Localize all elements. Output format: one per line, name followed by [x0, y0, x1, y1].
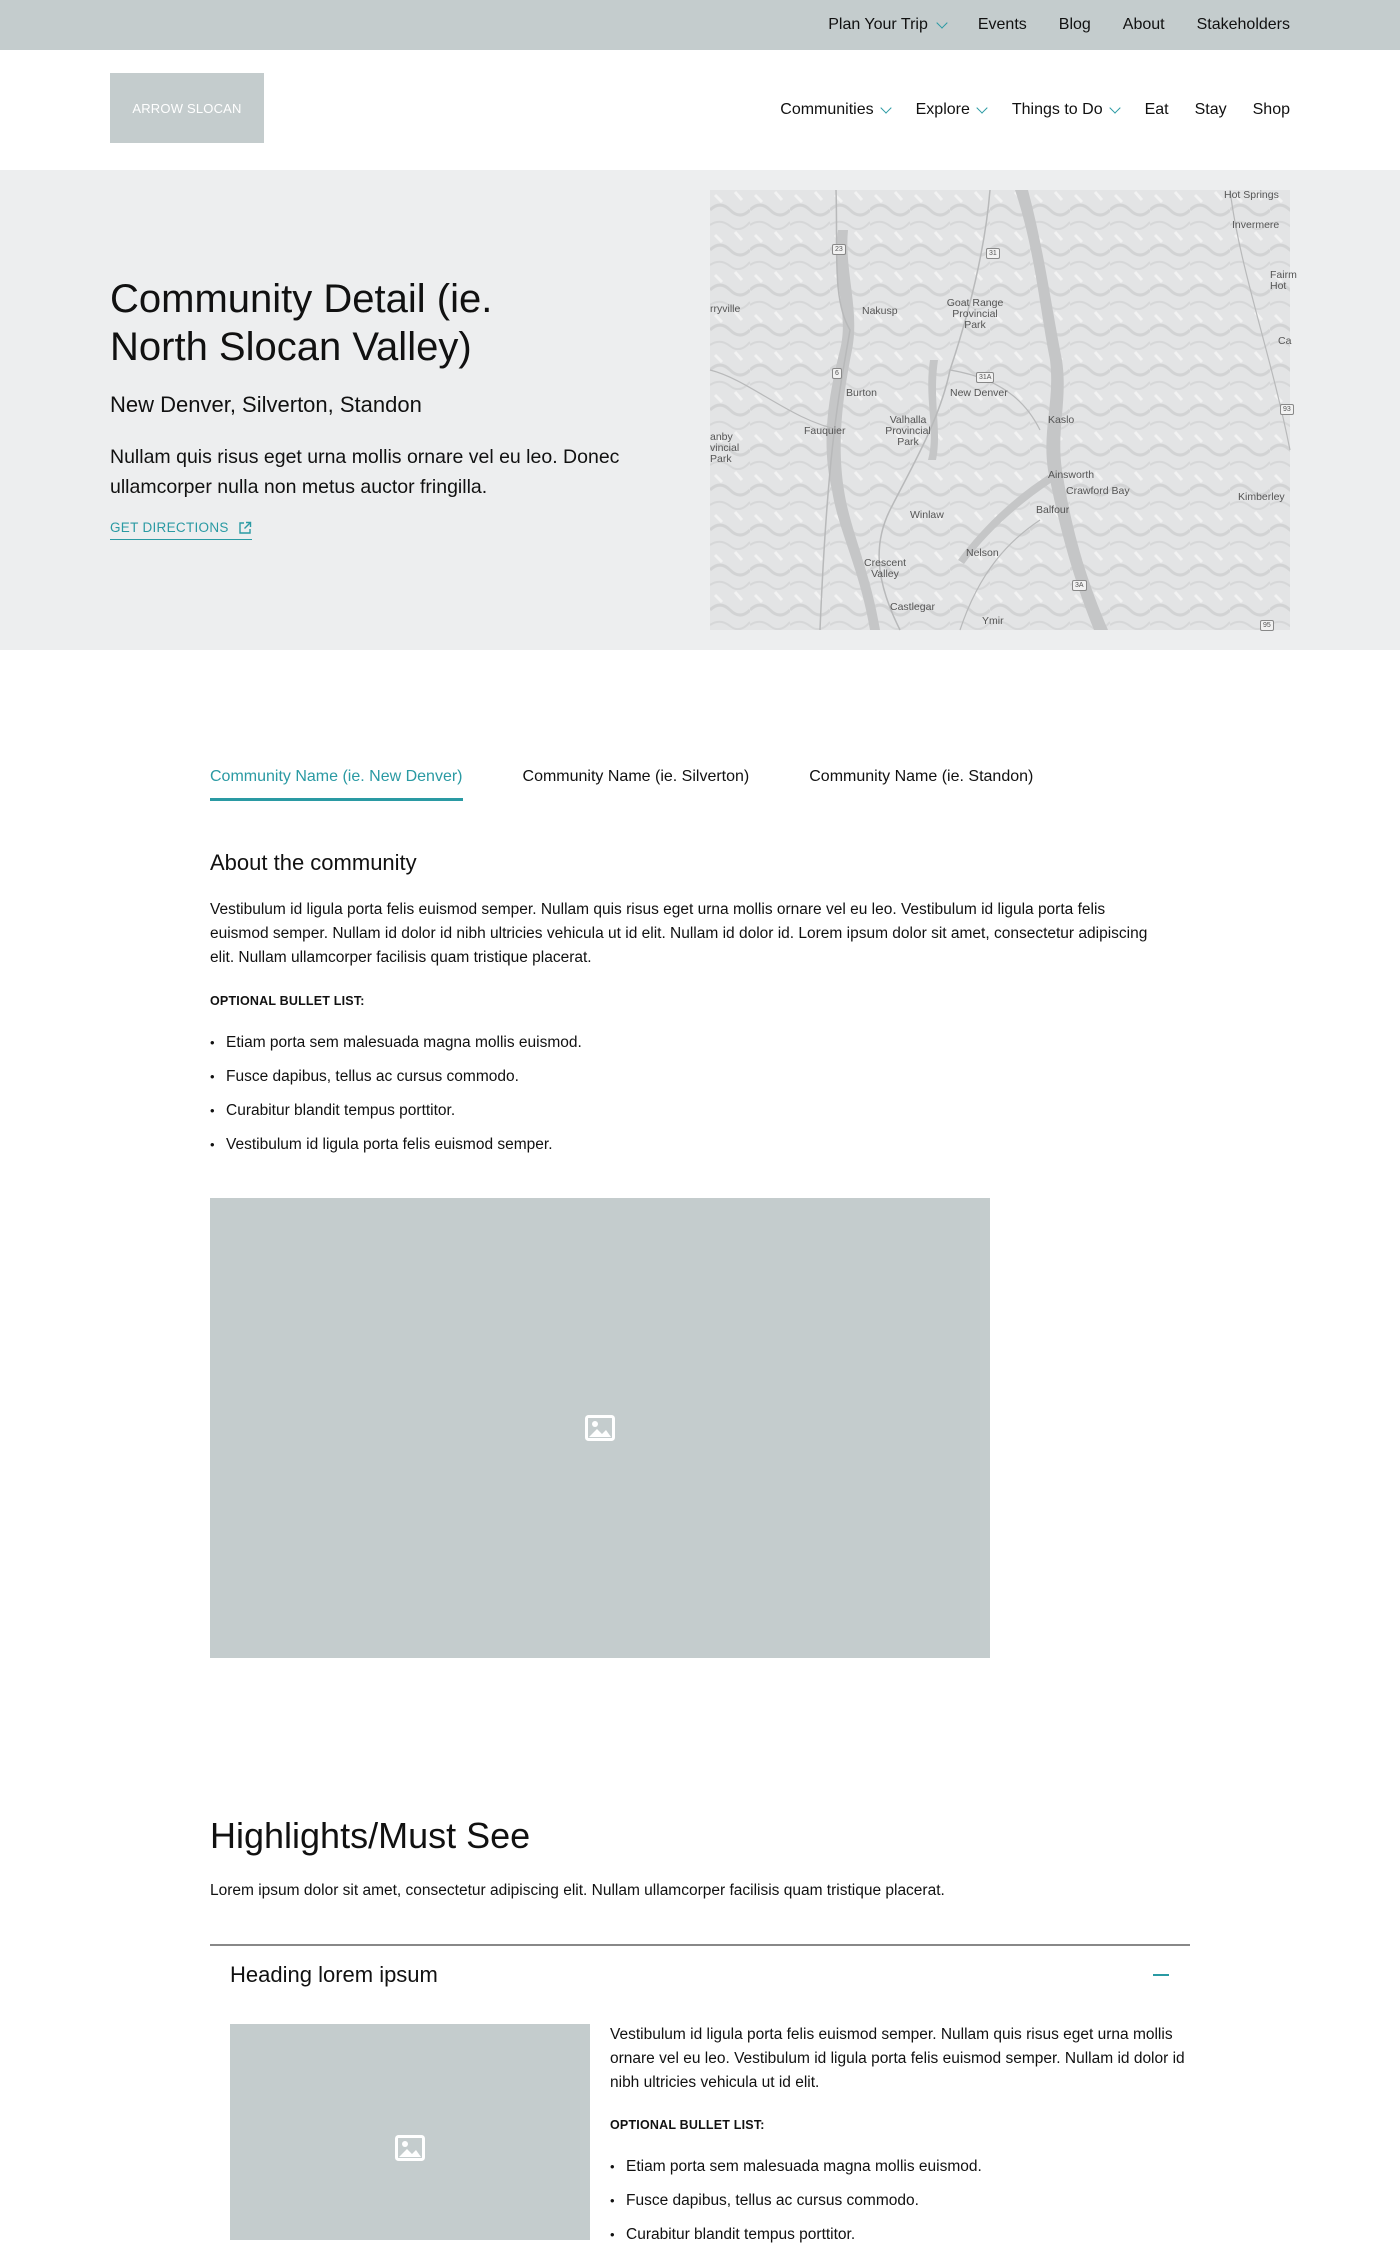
chevron-down-icon	[976, 102, 987, 113]
map-label: Kaslo	[1048, 414, 1075, 426]
map-label: Castlegar	[890, 601, 935, 613]
utility-nav-label: Events	[977, 16, 1027, 33]
utility-nav-about[interactable]	[1123, 16, 1165, 34]
map-label: Hot Springs	[1224, 189, 1279, 201]
tab-silverton[interactable]: Community Name (ie. Silverton)	[522, 768, 750, 785]
accordion-body: Vestibulum id ligula porta felis euismod semper. Nullam quis risus eget urna mollis ornare vel eu leo. Vestibulum id ligula porta felis euismod semper. Nullam id dolor id nibh ultricies vehicula ut id elit.	[610, 2026, 1185, 2091]
chevron-down-icon	[880, 102, 891, 113]
map-label: anby vincial Park	[710, 431, 740, 465]
highlight-image	[230, 2024, 590, 2240]
utility-nav-label: Blog	[1058, 16, 1091, 33]
map-label: Kimberley	[1238, 491, 1285, 503]
site-logo[interactable]: ARROW SLOCAN	[110, 73, 264, 143]
accordion-bullet-list	[610, 2155, 982, 2257]
map-label: rryville	[710, 303, 741, 315]
chevron-down-icon	[1109, 102, 1120, 113]
map-label: Burton	[846, 387, 877, 399]
main-header	[0, 50, 1400, 170]
image-icon	[395, 2135, 425, 2161]
list-item: • Etiam porta sem malesuada magna mollis euismod.	[610, 2155, 982, 2189]
highlights-description: Lorem ipsum dolor sit amet, consectetur adipiscing elit. Nullam ullamcorper facilisis quam tristique placerat.	[210, 1882, 945, 1899]
map-label: Crawford Bay	[1066, 485, 1130, 497]
tab-new-denver[interactable]: Community Name (ie. New Denver)	[210, 768, 463, 801]
utility-nav-label: About	[1122, 16, 1165, 33]
nav-label: Stay	[1194, 101, 1227, 118]
utility-nav	[828, 0, 1290, 50]
map-label: Ymir	[982, 615, 1004, 627]
utility-bar	[0, 0, 1400, 50]
route-shield: 95	[1260, 620, 1274, 631]
about-heading: About the community	[210, 850, 417, 875]
get-directions-label: GET DIRECTIONS	[110, 520, 229, 535]
map-label: New Denver	[950, 387, 1008, 399]
get-directions-link[interactable]	[110, 520, 252, 540]
map-label: Fairm Hot	[1270, 269, 1297, 292]
map-label: Fauquier	[804, 425, 846, 437]
map-label: Nakusp	[862, 305, 898, 317]
utility-nav-label: Stakeholders	[1196, 16, 1290, 33]
accordion-heading[interactable]: Heading lorem ipsum	[230, 1962, 438, 1987]
nav-explore[interactable]	[916, 101, 986, 119]
route-shield: 3A	[1072, 580, 1087, 591]
map-label: Ca	[1278, 335, 1292, 347]
nav-label: Things to Do	[1011, 101, 1103, 118]
map-terrain	[710, 190, 1297, 630]
about-bullet-list	[210, 1031, 582, 1167]
route-shield: 23	[832, 244, 846, 255]
hero-section	[0, 170, 1400, 650]
list-item: • Etiam porta sem malesuada magna mollis euismod.	[210, 1031, 582, 1065]
route-shield: 31	[986, 248, 1000, 259]
nav-communities[interactable]	[780, 101, 889, 119]
map-label: Balfour	[1036, 504, 1070, 516]
about-body: Vestibulum id ligula porta felis euismod semper. Nullam quis risus eget urna mollis ornare vel eu leo. Vestibulum id ligula porta felis euismod semper. Nullam id dolor id nibh ultricies vehicula ut id elit. Nullam id dolor id. Lorem ipsum dolor sit amet, consectetur adipiscing elit. Nullam ullamcorper facilisis quam tristique placerat.	[210, 901, 1148, 966]
nav-label: Eat	[1144, 101, 1169, 118]
nav-things-to-do[interactable]	[1012, 101, 1119, 119]
utility-nav-stakeholders[interactable]	[1197, 16, 1290, 34]
hero-description: Nullam quis risus eget urna mollis ornare vel eu leo. Donec ullamcorper nulla non metus auctor fringilla.	[110, 446, 620, 498]
accordion-divider	[210, 1944, 1190, 1946]
page-title: Community Detail (ie. North Slocan Valley)	[110, 277, 493, 369]
list-item: • Vestibulum id ligula porta felis euismod semper.	[210, 1133, 582, 1167]
hero-subtitle: New Denver, Silverton, Standon	[110, 392, 422, 417]
utility-nav-plan-your-trip[interactable]	[828, 16, 946, 34]
collapse-minus-icon[interactable]	[1153, 1974, 1169, 1976]
route-shield: 31A	[976, 372, 994, 383]
community-image	[210, 1198, 990, 1658]
region-map[interactable]	[710, 189, 1297, 630]
route-shield: 6	[832, 368, 842, 379]
nav-label: Shop	[1252, 101, 1290, 118]
nav-eat[interactable]	[1145, 101, 1169, 119]
map-label: Valhalla Provincial Park	[885, 414, 931, 448]
list-item: • Fusce dapibus, tellus ac cursus commodo.	[210, 1065, 582, 1099]
bullet-list-label: OPTIONAL BULLET LIST:	[210, 994, 365, 1008]
chevron-down-icon	[936, 17, 947, 28]
map-label: Crescent Valley	[863, 557, 906, 580]
community-tabs	[210, 768, 1033, 801]
nav-shop[interactable]	[1253, 101, 1290, 119]
map-label: Ainsworth	[1048, 469, 1095, 481]
map-label: Goat Range Provincial Park	[946, 297, 1004, 331]
nav-label: Explore	[915, 101, 970, 118]
main-nav	[780, 50, 1290, 170]
list-item: • Fusce dapibus, tellus ac cursus commodo.	[610, 2189, 982, 2223]
map-label: Invermere	[1232, 219, 1280, 231]
highlights-heading: Highlights/Must See	[210, 1815, 531, 1856]
list-item: • Curabitur blandit tempus porttitor.	[210, 1099, 582, 1133]
utility-nav-blog[interactable]	[1059, 16, 1091, 34]
map-label: Winlaw	[910, 509, 944, 521]
bullet-list-label: OPTIONAL BULLET LIST:	[610, 2118, 765, 2132]
utility-nav-events[interactable]	[978, 16, 1027, 34]
utility-nav-label: Plan Your Trip	[828, 16, 928, 33]
route-shield: 93	[1280, 404, 1294, 415]
nav-stay[interactable]	[1195, 101, 1227, 119]
tab-standon[interactable]: Community Name (ie. Standon)	[809, 768, 1034, 785]
external-link-icon	[238, 521, 252, 535]
map-label: Nelson	[966, 547, 999, 559]
nav-label: Communities	[780, 101, 874, 118]
image-icon	[585, 1415, 615, 1441]
list-item: • Curabitur blandit tempus porttitor.	[610, 2223, 982, 2257]
